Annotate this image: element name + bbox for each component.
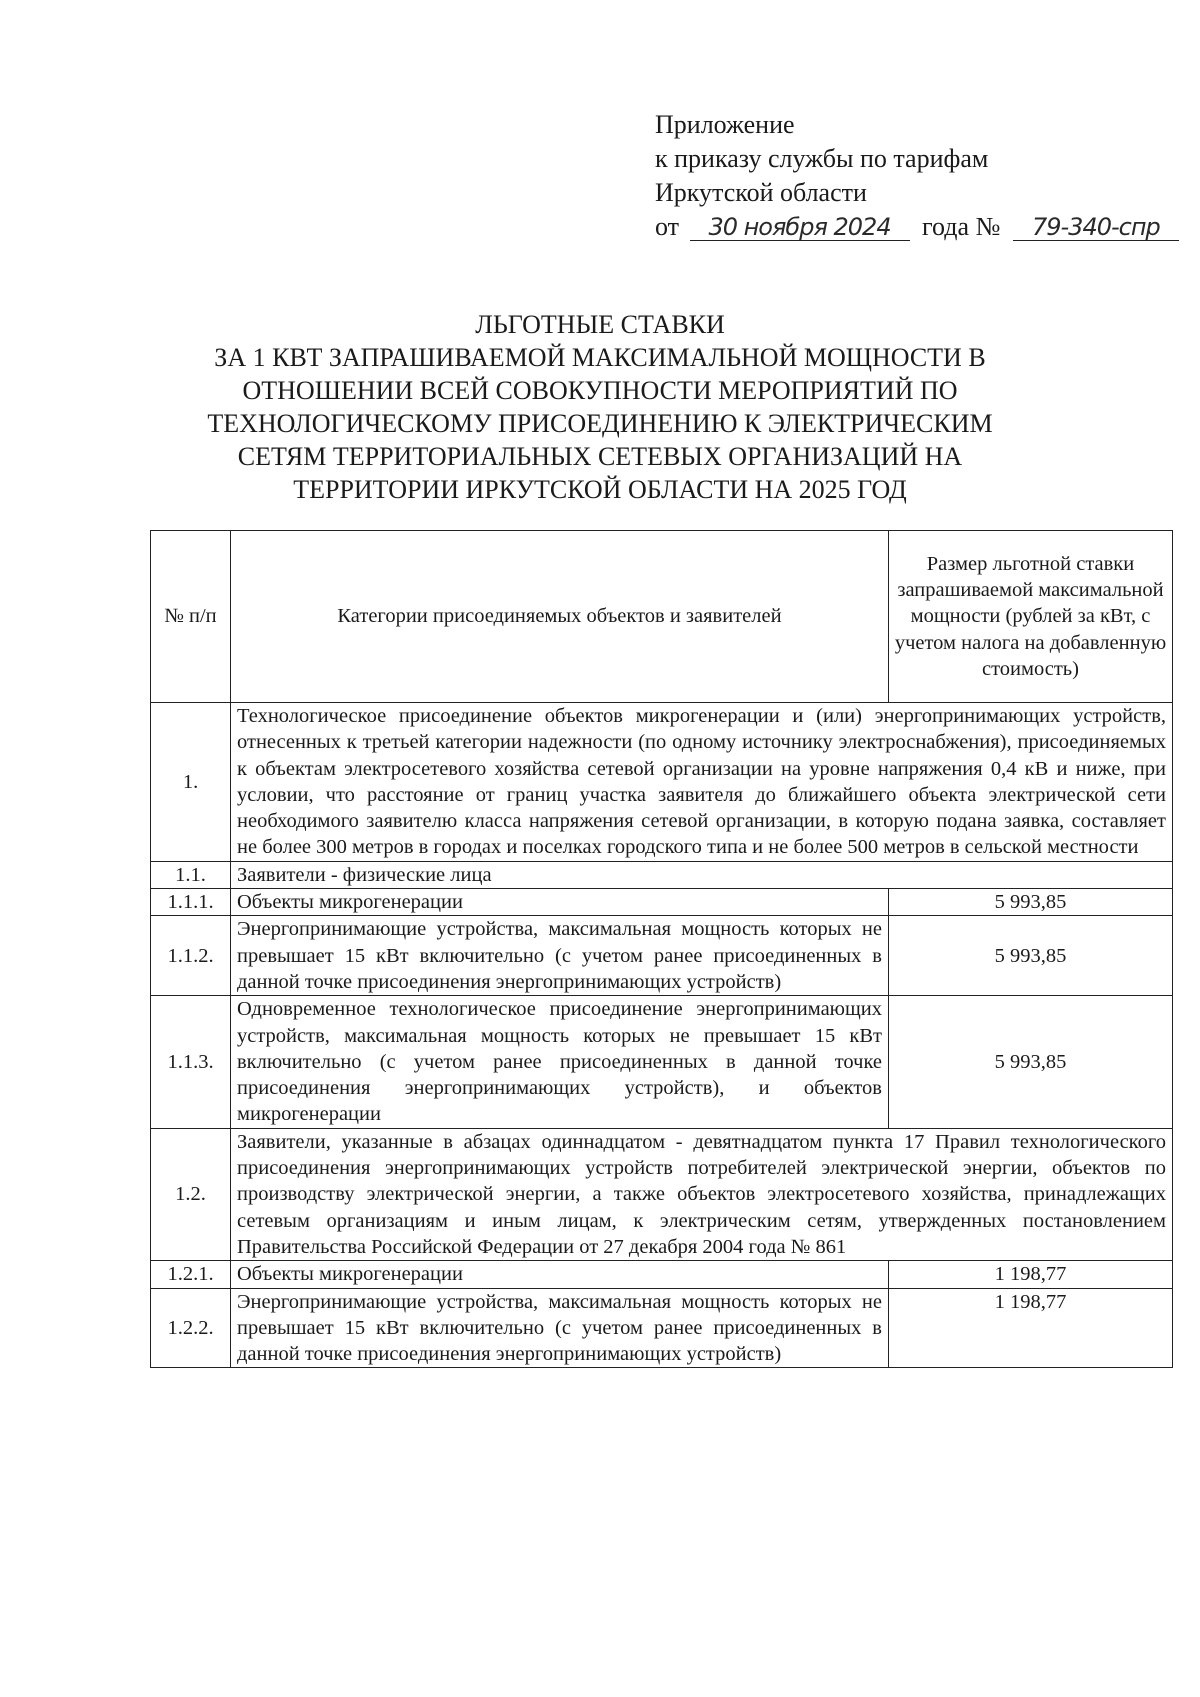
table-row [151,1261,1173,1288]
table-row [151,861,1173,888]
document-title [200,308,1000,506]
row-value: 5 993,85 [889,916,1173,996]
row-category: Заявители - физические лица [231,861,1173,888]
header-category: Категории присоединяемых объектов и заявителей [231,531,889,703]
from-label: от [655,212,680,241]
table-row [151,1128,1173,1260]
header-value: Размер льготной ставки запрашиваемой максимальной мощности (рублей за кВт, с учетом налога на добавленную стоимость) [889,531,1173,703]
title-line-1: ЛЬГОТНЫЕ СТАВКИ [475,310,725,339]
appendix-line-2: к приказу службы по тарифам [655,144,989,173]
row-value: 5 993,85 [889,889,1173,916]
appendix-line-4 [655,210,1179,244]
row-num: 1.2. [151,1128,231,1260]
appendix-block [655,108,1179,244]
row-category: Энергопринимающие устройства, максимальная мощность которых не превышает 15 кВт включительно (с учетом ранее присоединенных в данной точке присоединения энергопринимающих устройств) [231,916,889,996]
row-category: Объекты микрогенерации [231,1261,889,1288]
row-category: Технологическое присоединение объектов микрогенерации и (или) энергопринимающих устройств, отнесенных к третьей категории надежности (по одному источнику электроснабжения), присоединяемых к объектам электросетевого хозяйства сетевой организации на уровне напряжения 0,4 кВ и ниже, при условии, что расстояние от границ участка заявителя до ближайшего объекта электрической сети необходимого заявителю класса напряжения сетевой организации, в которую подана заявка, составляет не более 300 метров в городах и поселках городского типа и не более 500 метров в сельской местности [231,703,1173,862]
row-value: 1 198,77 [889,1288,1173,1368]
row-num: 1.1.1. [151,889,231,916]
handwritten-date: 30 ноября 2024 [690,214,910,241]
appendix-line-3: Иркутской области [655,178,867,207]
row-num: 1.1. [151,861,231,888]
title-line-6: ТЕРРИТОРИИ ИРКУТСКОЙ ОБЛАСТИ НА 2025 ГОД [293,475,907,504]
row-num: 1.2.1. [151,1261,231,1288]
table-row [151,996,1173,1128]
table-row [151,703,1173,862]
row-num: 1.2.2. [151,1288,231,1368]
row-num: 1.1.2. [151,916,231,996]
header-num: № п/п [151,531,231,703]
appendix-line-1: Приложение [655,110,795,139]
row-value: 1 198,77 [889,1261,1173,1288]
title-line-5: СЕТЯМ ТЕРРИТОРИАЛЬНЫХ СЕТЕВЫХ ОРГАНИЗАЦИЙ НА [237,442,963,471]
rates-table [150,530,1173,1368]
row-category: Энергопринимающие устройства, максимальная мощность которых не превышает 15 кВт включительно (с учетом ранее присоединенных в данной точке присоединения энергопринимающих устройств) [231,1288,889,1368]
row-num: 1.1.3. [151,996,231,1128]
row-num: 1. [151,703,231,862]
year-number-label: года № [922,212,1001,241]
table-row [151,889,1173,916]
title-line-2: ЗА 1 КВТ ЗАПРАШИВАЕМОЙ МАКСИМАЛЬНОЙ МОЩНОСТИ В [214,343,986,372]
table-row [151,1288,1173,1368]
row-category: Заявители, указанные в абзацах одиннадцатом - девятнадцатом пункта 17 Правил технологического присоединения энергопринимающих устройств потребителей электрической энергии, объектов по производству электрической энергии, а также объектов электросетевого хозяйства, принадлежащих сетевым организациям и иным лицам, к электрическим сетям, утвержденных постановлением Правительства Российской Федерации от 27 декабря 2004 года № 861 [231,1128,1173,1260]
table-row [151,916,1173,996]
row-category: Одновременное технологическое присоединение энергопринимающих устройств, максимальная мощность которых не превышает 15 кВт включительно (с учетом ранее присоединенных в данной точке присоединения энергопринимающих устройств), и объектов микрогенерации [231,996,889,1128]
handwritten-order-number: 79-340-спр [1013,214,1179,241]
title-line-4: ТЕХНОЛОГИЧЕСКОМУ ПРИСОЕДИНЕНИЮ К ЭЛЕКТРИЧЕСКИМ [207,409,993,438]
row-category: Объекты микрогенерации [231,889,889,916]
title-line-3: ОТНОШЕНИИ ВСЕЙ СОВОКУПНОСТИ МЕРОПРИЯТИЙ ПО [242,376,958,405]
table-header-row [151,531,1173,703]
row-value: 5 993,85 [889,996,1173,1128]
